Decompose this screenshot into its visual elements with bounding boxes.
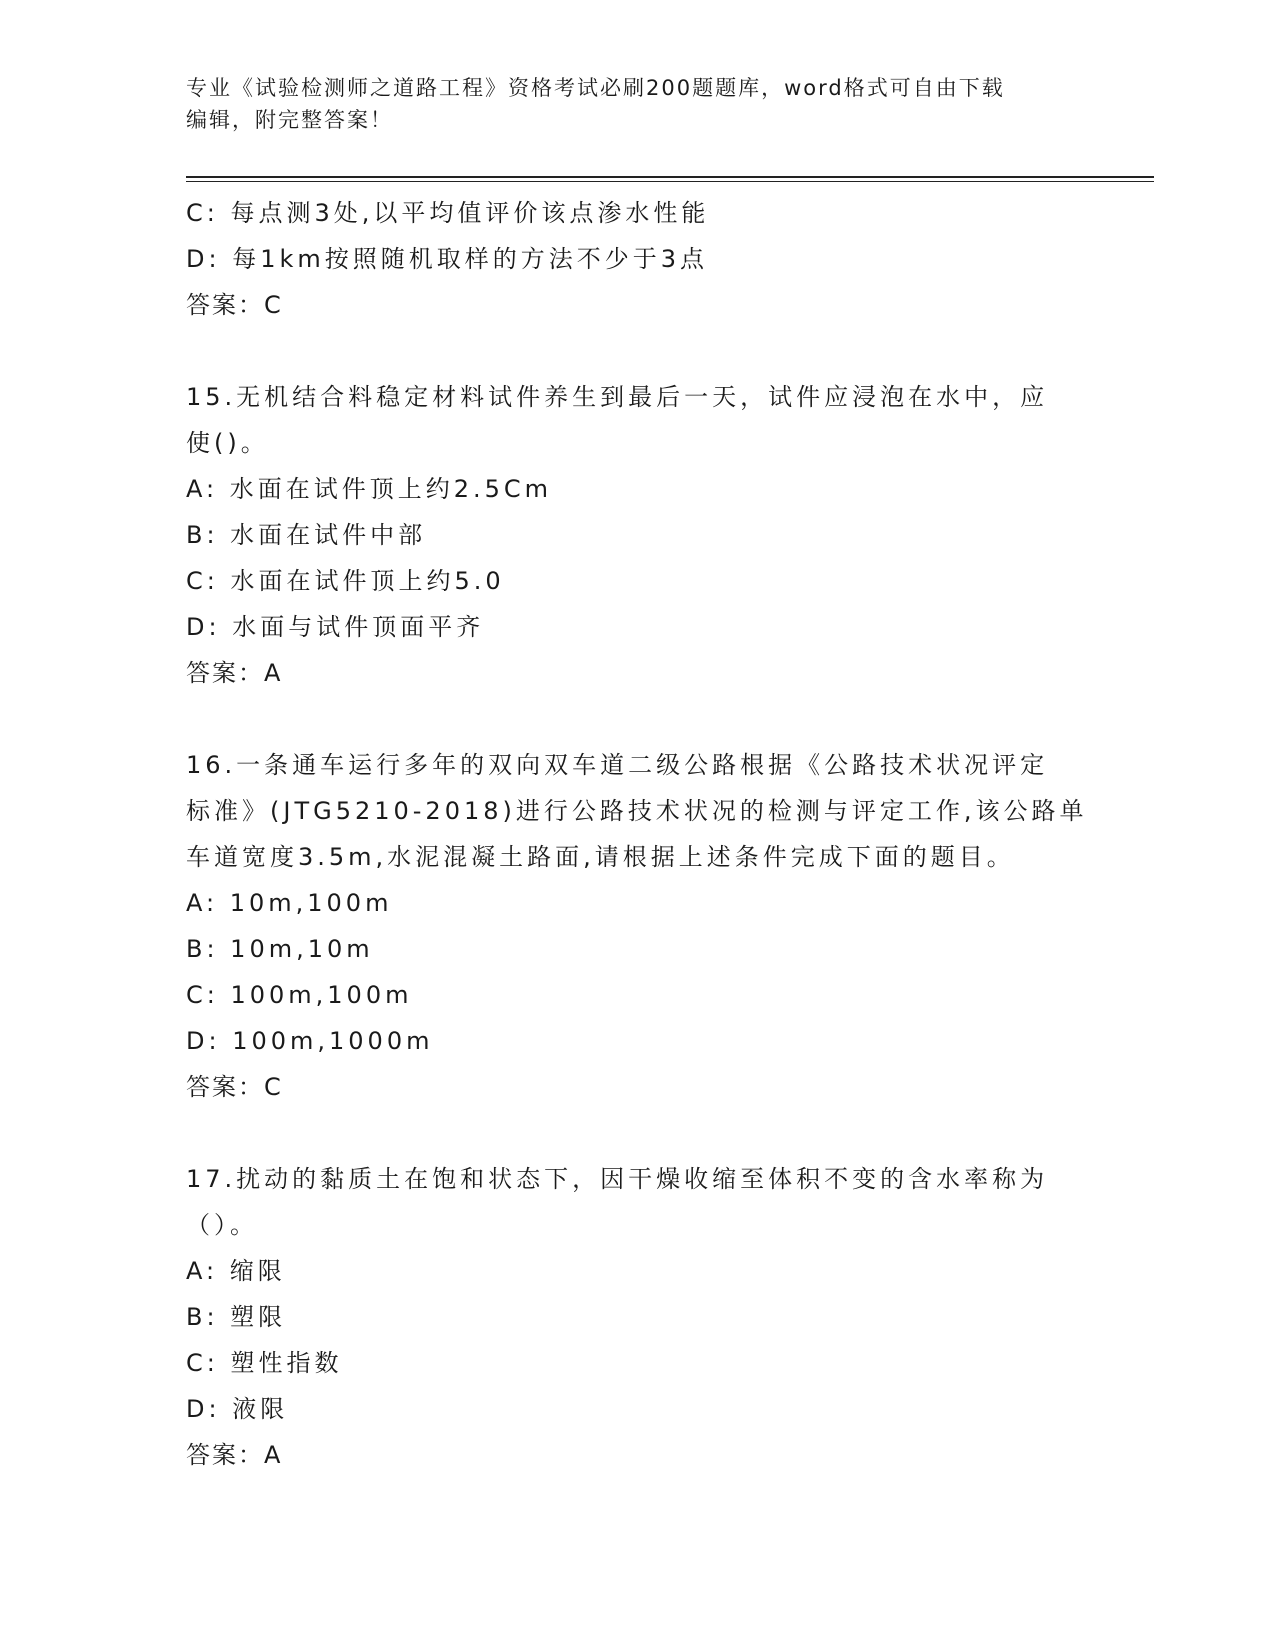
stem-line: 车道宽度3.5m,水泥混凝土路面,请根据上述条件完成下面的题目。 [186, 843, 1015, 871]
option-d: D: 液限 [186, 1395, 289, 1423]
header-line-1: 专业《试验检测师之道路工程》资格考试必刷200题题库，word格式可自由下载 [186, 76, 1005, 100]
answer-line: 答案：C [186, 1073, 283, 1101]
stem-line: 标准》(JTG5210-2018)进行公路技术状况的检测与评定工作,该公路单 [186, 797, 1088, 825]
question-17 [186, 1156, 1086, 1478]
option-c: C: 每点测3处,以平均值评价该点渗水性能 [186, 199, 710, 227]
option-d: D: 水面与试件顶面平齐 [186, 613, 485, 641]
option-c: C: 塑性指数 [186, 1349, 343, 1377]
option-c: C: 水面在试件顶上约5.0 [186, 567, 505, 595]
answer-line: 答案：A [186, 1441, 283, 1469]
answer-line: 答案：C [186, 291, 283, 319]
option-d: D: 每1km按照随机取样的方法不少于3点 [186, 245, 709, 273]
option-a: A: 10m,100m [186, 889, 393, 917]
question-stem [186, 1156, 1086, 1248]
option-a: A: 缩限 [186, 1257, 286, 1285]
stem-line: 使()。 [186, 429, 269, 457]
option-b: B: 10m,10m [186, 935, 374, 963]
question-16 [186, 742, 1086, 1110]
option-b: B: 塑限 [186, 1303, 287, 1331]
header-line-2: 编辑，附完整答案！ [186, 108, 393, 132]
option-b: B: 水面在试件中部 [186, 521, 427, 549]
previous-question-tail [186, 190, 1086, 328]
option-d: D: 100m,1000m [186, 1027, 434, 1055]
question-stem [186, 374, 1086, 466]
option-a: A: 水面在试件顶上约2.5Cm [186, 475, 553, 503]
header-divider [186, 176, 1154, 182]
document-header [186, 72, 1066, 136]
stem-line: （）。 [186, 1211, 258, 1239]
stem-line: 15.无机结合料稳定材料试件养生到最后一天，试件应浸泡在水中，应 [186, 383, 1049, 411]
option-c: C: 100m,100m [186, 981, 413, 1009]
question-15 [186, 374, 1086, 696]
stem-line: 16.一条通车运行多年的双向双车道二级公路根据《公路技术状况评定 [186, 751, 1049, 779]
question-stem [186, 742, 1086, 880]
question-list [186, 190, 1086, 1478]
stem-line: 17.扰动的黏质土在饱和状态下，因干燥收缩至体积不变的含水率称为 [186, 1165, 1049, 1193]
answer-line: 答案：A [186, 659, 283, 687]
